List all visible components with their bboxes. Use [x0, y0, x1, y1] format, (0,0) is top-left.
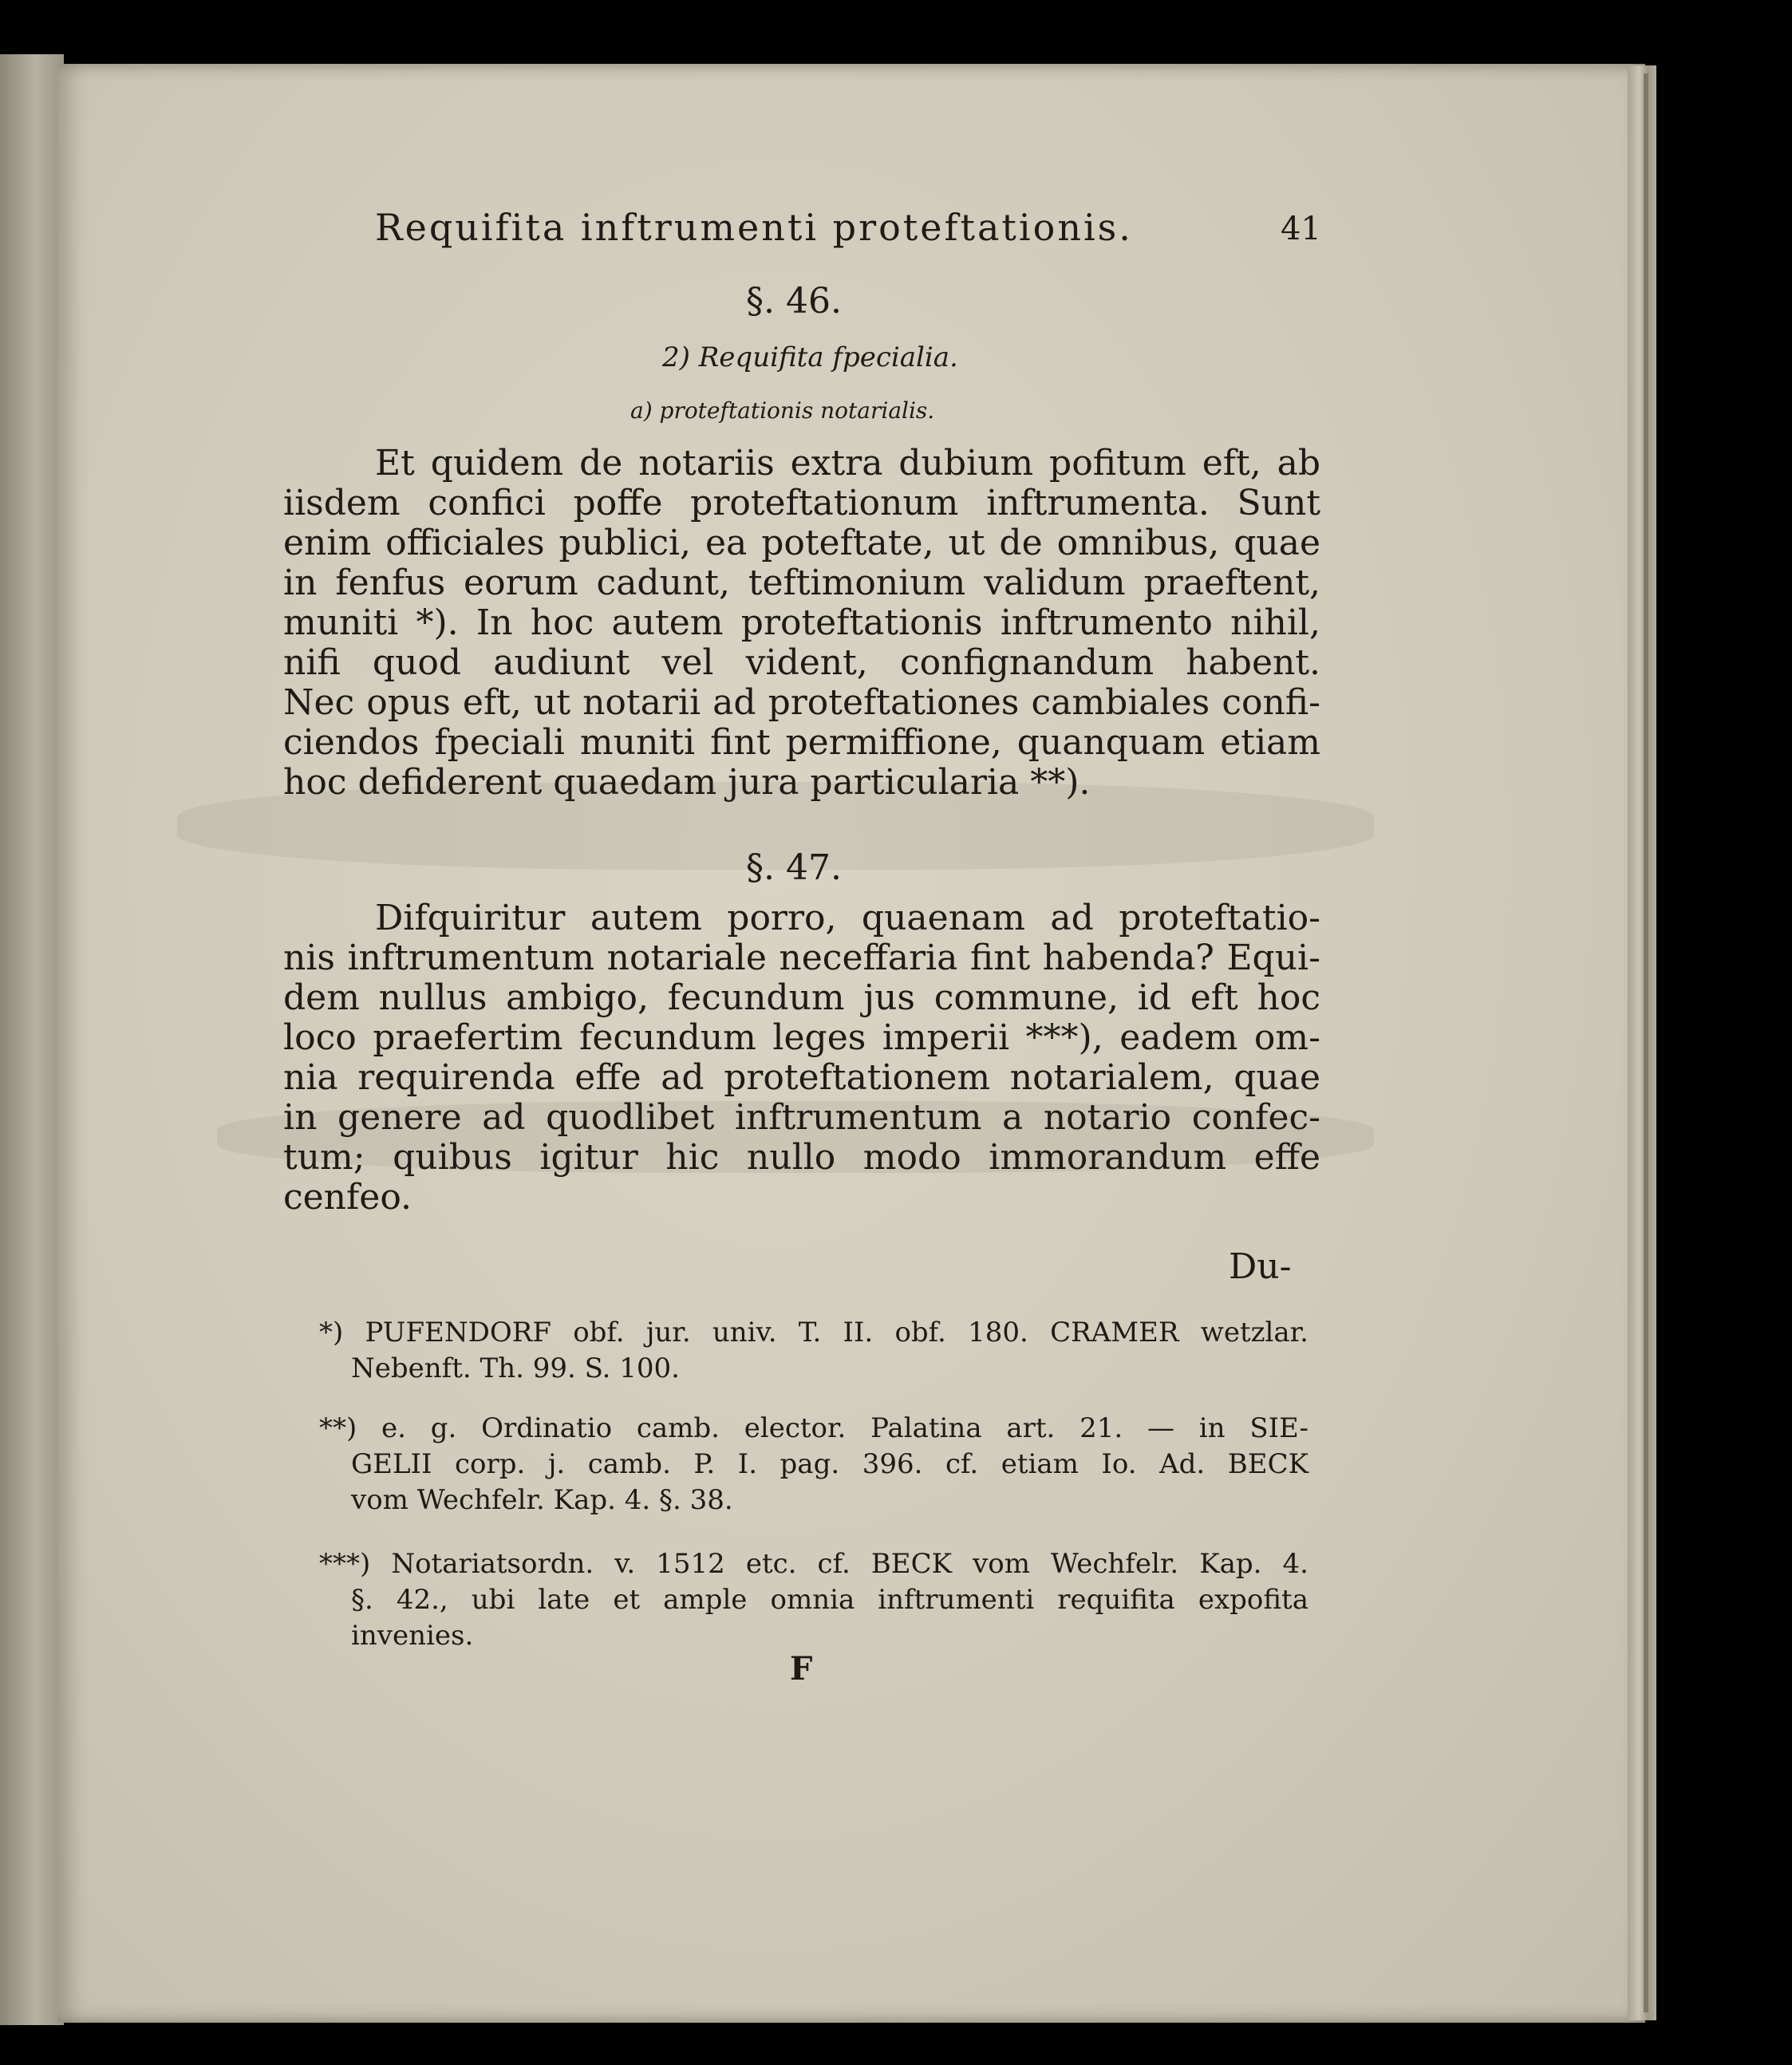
- section-47-line: cenfeo.: [283, 1177, 412, 1218]
- section-46-line: enim officiales publici, ea poteftate, ut de omnibus, quae: [283, 523, 1320, 563]
- section-47-line: Difquiritur autem porro, quaenam ad proteftatio-: [375, 898, 1320, 938]
- section-47-line: nis inftrumentum notariale neceffaria fint habenda? Equi-: [283, 938, 1320, 978]
- section-47-mark: §. 47.: [746, 847, 842, 888]
- section-46-line: muniti *). In hoc autem proteftationis inftrumento nihil,: [283, 602, 1320, 643]
- previous-page-edge: [0, 54, 64, 2025]
- footnote-line: GELII corp. j. camb. P. I. pag. 396. cf. etiam Io. Ad. BECK: [351, 1448, 1308, 1480]
- footnote-line: *) PUFENDORF obf. jur. univ. T. II. obf. 180. CRAMER wetzlar.: [319, 1317, 1308, 1348]
- page-number: 41: [1281, 211, 1321, 247]
- signature-mark: F: [790, 1650, 813, 1688]
- running-title: Requifita inftrumenti proteftationis.: [375, 206, 1133, 249]
- section-47-line: tum; quibus igitur hic nullo modo immorandum effe: [283, 1137, 1320, 1178]
- section-46-line: ciendos fpeciali muniti fint permiffione, quanquam etiam: [283, 722, 1320, 763]
- footnote-line: §. 42., ubi late et ample omnia inftrumenti requifita expofita: [351, 1584, 1308, 1616]
- catchword: Du-: [1229, 1246, 1292, 1287]
- section-46-subsubtitle: a) proteftationis notarialis.: [630, 397, 935, 424]
- footnote-line: Nebenft. Th. 99. S. 100.: [351, 1352, 680, 1384]
- section-46-line: Nec opus eft, ut notarii ad proteftationes cambiales confi-: [283, 682, 1320, 723]
- footnote-line: vom Wechfelr. Kap. 4. §. 38.: [351, 1484, 733, 1516]
- section-46-subtitle: 2) Requifita fpecialia.: [662, 342, 958, 373]
- page-stack-shadow: [1644, 73, 1648, 2012]
- section-46-mark: §. 46.: [746, 281, 842, 322]
- footnote-line: invenies.: [351, 1620, 474, 1652]
- section-46-line: nifi quod audiunt vel vident, confignandum habent.: [283, 642, 1320, 683]
- section-47-line: nia requirenda effe ad proteftationem notarialem, quae: [283, 1057, 1320, 1098]
- page-stack-edge: [1628, 65, 1656, 2020]
- section-46-line: iisdem confici poffe proteftationum inftrumenta. Sunt: [283, 483, 1320, 523]
- section-46-line: Et quidem de notariis extra dubium pofitum eft, ab: [375, 443, 1320, 484]
- section-46-line: hoc defiderent quaedam jura particularia **).: [283, 762, 1091, 803]
- section-47-line: in genere ad quodlibet inftrumentum a notario confec-: [283, 1097, 1320, 1138]
- footnote-line: ***) Notariatsordn. v. 1512 etc. cf. BECK vom Wechfelr. Kap. 4.: [319, 1548, 1308, 1580]
- section-47-line: dem nullus ambigo, fecundum jus commune, id eft hoc: [283, 977, 1320, 1018]
- section-46-line: in fenfus eorum cadunt, teftimonium validum praeftent,: [283, 563, 1320, 603]
- footnote-line: **) e. g. Ordinatio camb. elector. Palatina art. 21. — in SIE-: [319, 1412, 1308, 1444]
- section-47-line: loco praefertim fecundum leges imperii ***), eadem om-: [283, 1017, 1320, 1058]
